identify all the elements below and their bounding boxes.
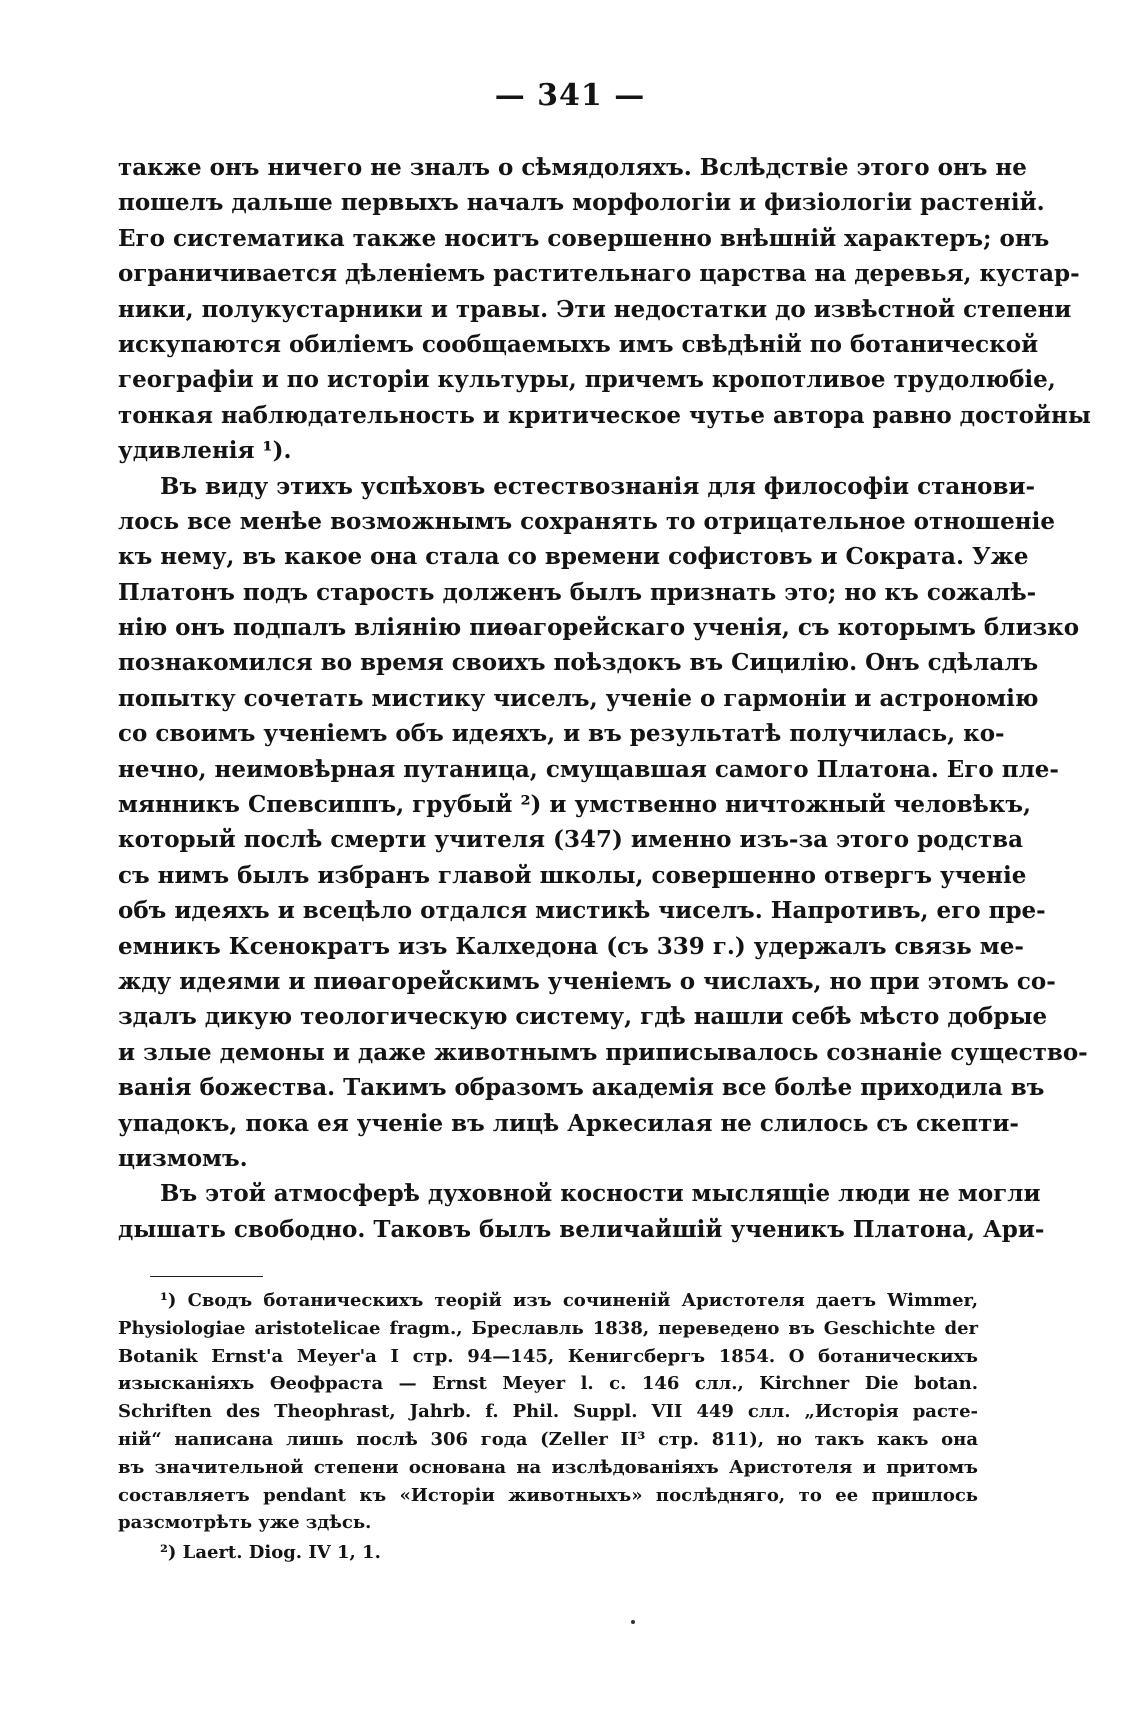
text-line-paragraph-start: Въ этой атмосферѣ духовной косности мыслящіе люди не могли	[160, 1180, 1041, 1208]
text-line: познакомился во время своихъ поѣздокъ въ Сицилію. Онъ сдѣлалъ	[118, 649, 1039, 677]
text-line: также онъ ничего не зналъ о сѣмядоляхъ. Вслѣдствіе этого онъ не	[118, 154, 1027, 181]
footnote-line: ній“ написана лишь послѣ 306 года (Zeller II³ стр. 811), но такъ какъ она	[118, 1428, 978, 1450]
footnote-line: составляетъ pendant къ «Исторіи животныхъ» послѣдняго, то ее пришлось	[118, 1484, 978, 1506]
footnote-line-end: разсмотрѣть уже здѣсь.	[118, 1512, 372, 1534]
text-line: и злые демоны и даже животнымъ приписывалось сознаніе существо-	[118, 1038, 1088, 1066]
text-line: географіи и по исторіи культуры, причемъ кропотливое трудолюбіе,	[118, 366, 1056, 394]
text-line: попытку сочетать мистику чиселъ, ученіе о гармоніи и астрономію	[118, 684, 1039, 712]
footnote-line: ¹) Сводъ ботаническихъ теорій изъ сочиненій Аристотеля даетъ Wimmer,	[160, 1290, 978, 1311]
footnote-divider	[150, 1276, 263, 1277]
footnote-line: ²) Laert. Diog. IV 1, 1.	[160, 1542, 381, 1564]
text-line: со своимъ ученіемъ объ идеяхъ, и въ результатѣ получилась, ко-	[118, 720, 1005, 748]
text-line: который послѣ смерти учителя (347) именно изъ-за этого родства	[118, 826, 1023, 854]
footnotes	[118, 1287, 978, 1567]
text-line: пошелъ дальше первыхъ началъ морфологіи и физіологіи растеній.	[118, 189, 1045, 217]
footnote-line: въ значительной степени основана на изслѣдованіяхъ Аристотеля и притомъ	[118, 1456, 978, 1478]
print-mark	[631, 1620, 635, 1624]
text-line: мянникъ Спевсиппъ, грубый ²) и умственно ничтожный человѣкъ,	[118, 791, 1032, 819]
footnote-line: Botanik Ernst'a Meyer'a I стр. 94—145, Кенигсбергъ 1854. О ботаническихъ	[118, 1345, 978, 1367]
text-line: къ нему, въ какое она стала со времени софистовъ и Сократа. Уже	[118, 543, 1029, 571]
text-line-paragraph-start: Въ виду этихъ успѣховъ естествознанія для философіи станови-	[160, 472, 1036, 500]
footnote-line: Schriften des Theophrast, Jahrb. f. Phil. Suppl. VII 449 слл. „Исторія расте-	[118, 1401, 978, 1423]
text-line: емникъ Ксенократъ изъ Калхедона (съ 339 г.) удержалъ связь ме-	[118, 932, 1024, 960]
text-line: нечно, неимовѣрная путаница, смущавшая самого Платона. Его пле-	[118, 755, 1059, 783]
text-line: жду идеями и пиѳагорейскимъ ученіемъ о числахъ, но при этомъ со-	[118, 967, 1056, 995]
text-line: искупаются обиліемъ сообщаемыхъ имъ свѣдѣній по ботанической	[118, 330, 1039, 358]
text-line: ванія божества. Такимъ образомъ академія все болѣе приходила въ	[118, 1074, 1045, 1102]
footnote-line: изысканіяхъ Ѳеофраста — Ernst Meyer l. c. 146 слл., Kirchner Die botan.	[118, 1373, 978, 1395]
text-line: съ нимъ былъ избранъ главой школы, совершенно отвергъ ученіе	[118, 861, 1027, 889]
text-line: упадокъ, пока ея ученіе въ лицѣ Аркесилая не слилось съ скепти-	[118, 1109, 1019, 1137]
text-line: Его систематика также носитъ совершенно внѣшній характеръ; онъ	[118, 224, 1050, 252]
text-line: Платонъ подъ старость долженъ былъ признать это; но къ сожалѣ-	[118, 578, 1037, 606]
text-line: лось все менѣе возможнымъ сохранять то отрицательное отношеніе	[118, 507, 1055, 535]
footnote-line: Physiologiae aristotelicae fragm., Бреславль 1838, переведено въ Geschichte der	[118, 1317, 978, 1339]
text-line: ники, полукустарники и травы. Эти недостатки до извѣстной степени	[118, 295, 1072, 323]
text-line-paragraph-end: цизмомъ.	[118, 1144, 248, 1172]
text-line: здалъ дикую теологическую систему, гдѣ нашли себѣ мѣсто добрые	[118, 1003, 1048, 1031]
text-line-paragraph-end: удивленія ¹).	[118, 437, 292, 465]
text-line: тонкая наблюдательность и критическое чутье автора равно достойны	[118, 401, 1091, 429]
text-line: дышать свободно. Таковъ былъ величайшій ученикъ Платона, Ари-	[118, 1215, 1045, 1243]
text-line: объ идеяхъ и всецѣло отдался мистикѣ чиселъ. Напротивъ, его пре-	[118, 897, 1046, 925]
main-text	[118, 150, 1091, 1247]
text-line: нію онъ подпалъ вліянію пиѳагорейскаго ученія, съ которымъ близко	[118, 614, 1080, 642]
page-number: — 341 —	[494, 78, 646, 113]
text-line: ограничивается дѣленіемъ растительнаго царства на деревья, кустар-	[118, 260, 1080, 288]
